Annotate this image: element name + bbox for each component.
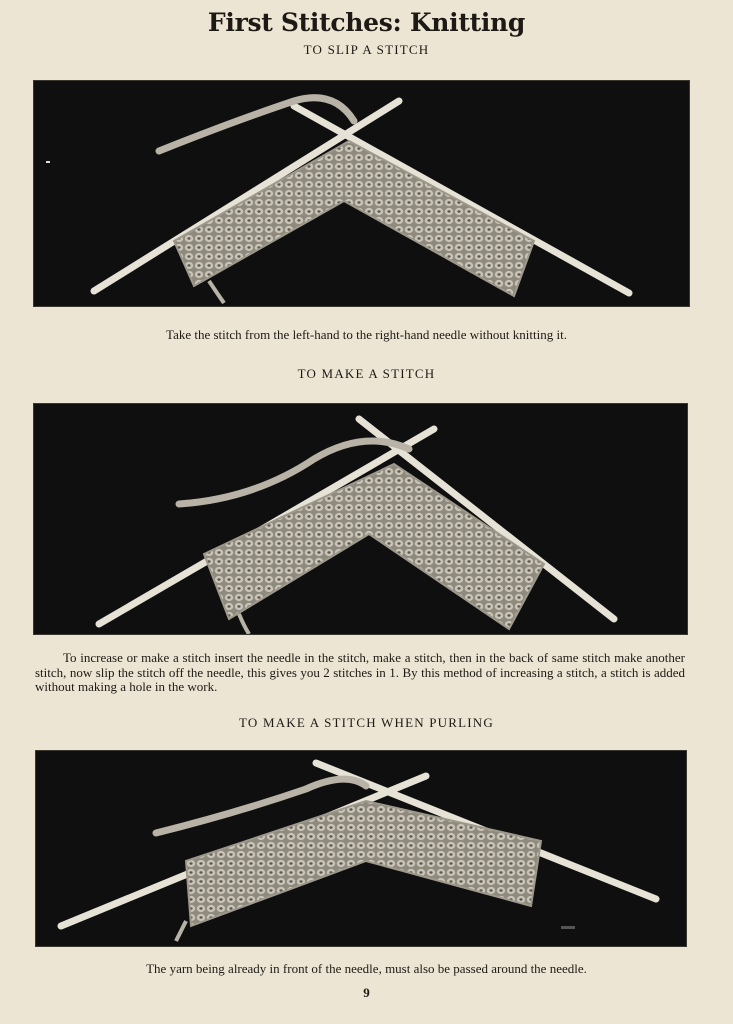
- knitting-photo-make-stitch: [33, 403, 688, 635]
- caption-make-stitch: To increase or make a stitch insert the needle in the stitch, make a stitch, then in the back of same stitch make another stitch, now slip the stitch off the needle, this gives you 2 stitches in 1. By this method of increasing a stitch, a stitch is added without making a hole in the work.: [35, 650, 685, 694]
- knitting-photo-slip-stitch: [33, 80, 690, 307]
- caption-slip-stitch: Take the stitch from the left-hand to the right-hand needle without knitting it.: [166, 327, 567, 342]
- knitting-photo-purling: [35, 750, 687, 947]
- page-number: 9: [363, 985, 370, 1000]
- section-heading-slip-stitch: TO SLIP A STITCH: [303, 42, 430, 57]
- page-title: First Stitches: Knitting: [207, 8, 526, 37]
- section-heading-make-stitch-purling: TO MAKE A STITCH WHEN PURLING: [239, 715, 494, 730]
- caption-purling: The yarn being already in front of the needle, must also be passed around the needle.: [146, 961, 587, 976]
- section-heading-make-stitch: TO MAKE A STITCH: [297, 366, 436, 381]
